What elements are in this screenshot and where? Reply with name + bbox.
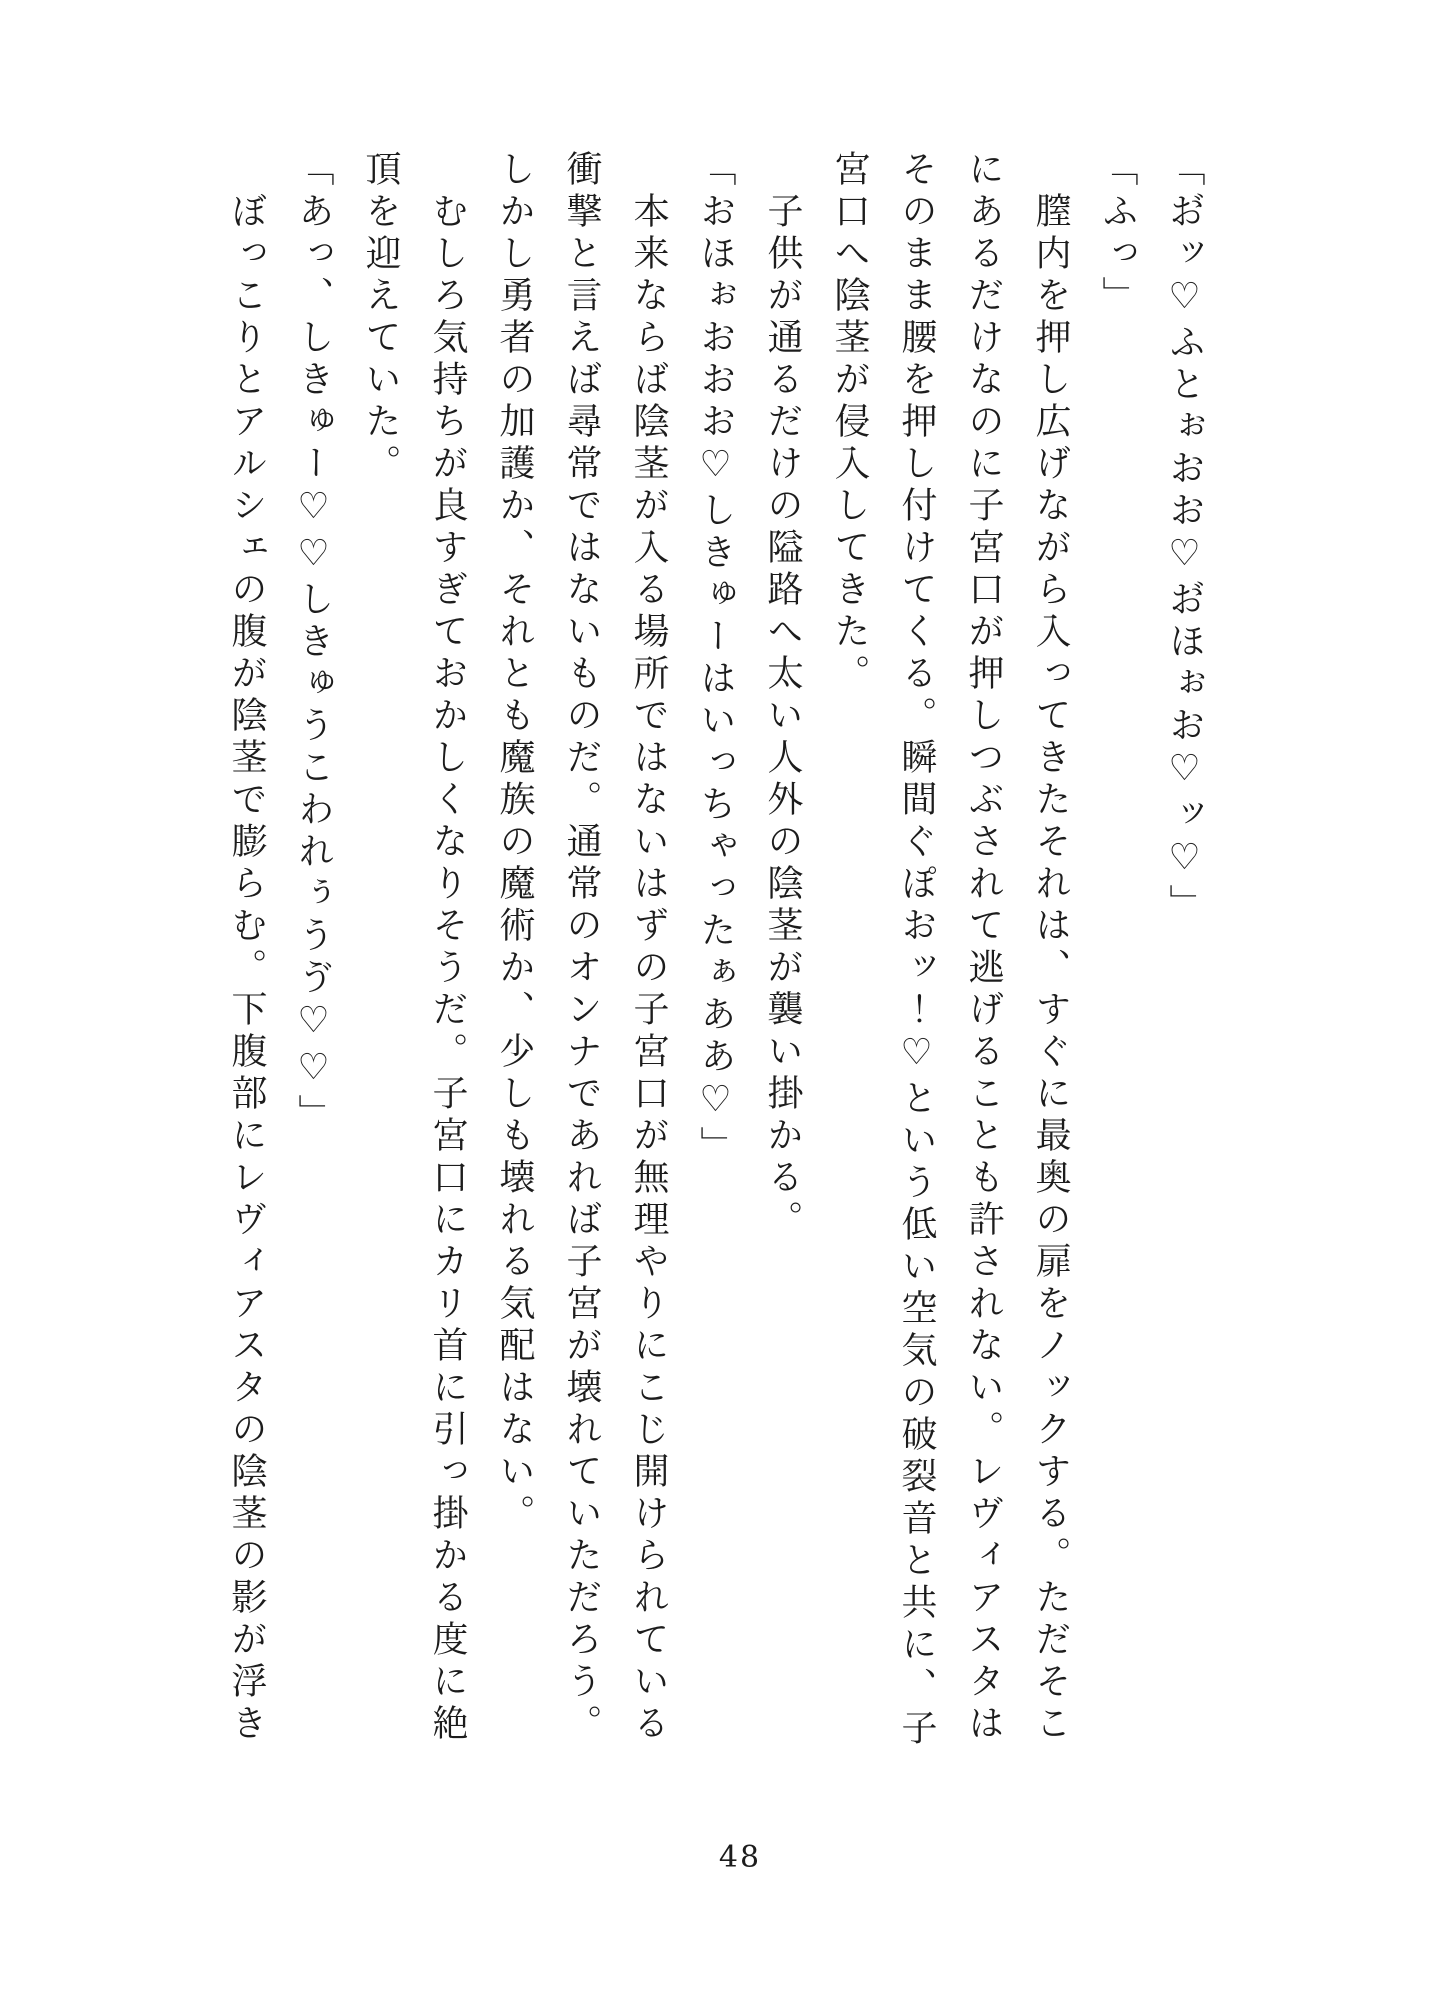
text-line: しかし勇者の加護か、それとも魔族の魔術か、少しも壊れる気配はない。 <box>494 150 535 1536</box>
text-line: そのまま腰を押し付けてくる。瞬間ぐぽおッ！♡という低い空気の破裂音と共に、子 <box>896 150 937 1751</box>
text-line: 頂を迎えていた。 <box>360 150 401 486</box>
text-line: 衝撃と言えば尋常ではないものだ。通常のオンナであれば子宮が壊れていただろう。 <box>561 150 602 1746</box>
text-line: 本来ならば陰茎が入る場所ではないはずの子宮口が無理やりにこじ開けられている <box>628 192 669 1746</box>
text-line: 「ふっ」 <box>1097 150 1138 318</box>
page-number: 48 <box>718 1840 762 1875</box>
vertical-text-block <box>213 150 1218 1750</box>
text-line: 「おほぉおおお♡しきゅーはいっちゃったぁああ♡」 <box>695 150 736 1168</box>
text-line: 「あっ、しきゅー♡♡しきゅうこわれぅうゔ♡♡」 <box>293 150 334 1136</box>
text-line: むしろ気持ちが良すぎておかしくなりそうだ。子宮口にカリ首に引っ掛かる度に絶 <box>427 192 468 1746</box>
text-line: 宮口へ陰茎が侵入してきた。 <box>829 150 870 696</box>
text-line: ぼっこりとアルシェの腹が陰茎で膨らむ。下腹部にレヴィアスタの陰茎の影が浮き <box>226 192 267 1746</box>
text-line: 「お゙ッ♡ふとぉおお♡お゙ほぉお♡ッ♡」 <box>1164 150 1205 926</box>
text-line: 膣内を押し広げながら入ってきたそれは、すぐに最奥の扉をノックする。ただそこ <box>1030 192 1071 1746</box>
text-line: 子供が通るだけの隘路へ太い人外の陰茎が襲い掛かる。 <box>762 192 803 1242</box>
text-line: にあるだけなのに子宮口が押しつぶされて逃げることも許されない。レヴィアスタは <box>963 150 1004 1746</box>
